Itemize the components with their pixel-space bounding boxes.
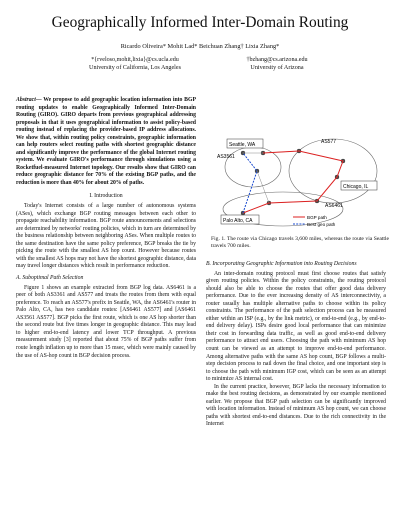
affiliation-ucla: [60, 56, 210, 73]
as577-cloud: [289, 139, 377, 203]
geo-path-line: [243, 153, 257, 213]
paloalto-label: Palo Alto, CA: [223, 218, 253, 224]
chicago-label: Chicago, IL: [343, 184, 369, 190]
intro-paragraph: Today's Internet consists of a large number of autonomous systems (ASes), which exchange BGP routing messages between each other to propagate reachability information. BGP route announcements and selections are determined by networks' routing policies, which in turn are determined by the business relationship between neighboring ASes. When multiple routes to the same destination have the same policy preference, BGP breaks the tie by picking the route with the smallest AS hop count. However because routes with the smallest AS hops may not have the shortest geographic distance, data may travel longer distances which result in performance reduction.: [16, 203, 196, 270]
abstract-label: Abstract: [16, 97, 36, 103]
right-paragraph: An inter-domain routing protocol must first choose routes that satisfy given routing policies. Within the policy constraints, the routing protocol should also be able to choose the routes that offer good data delivery performance. Due to the ever increasing density of AS interconnectivity, a router usually has multiple alternative paths to choose within its policy constraints. The performance of the path selection process can be measured either within an ISP (e.g., by the link metric), or end-to-end (e.g., by end-to-end delivery delay). ISPs desire good local performance that can minimize their cost in forwarding data traffic, as well as good end-to-end delivery performance to attract end users. Choosing the path with minimum AS hop count can be viewed as an attempt to improve end-to-end performance. Among alternative paths with the same AS hop count, BGP follows a multi-step decision process to nail down the final choice, and one important step is to choose the path with minimum IGP cost, which can be seen as an attempt to minimize AS internal cost.: [206, 270, 386, 383]
intro-paragraph-2: Figure 1 shows an example extracted from BGP log data. AS6461 is a peer of both AS3361 and AS577 and treats the routes from them with equal preference. To reach an AS577's prefix in Seattle, WA, the AS6461's router in Palo Alto, CA, has two candidate routes: [AS6461 AS577] and [AS6461 AS3561 AS577]. BGP picks the first route, which is one AS hop shorter than the second route but five times longer in geographic distance. This may lead to higher end-to-end latency and lower TCP throughput. A previous measurement study [3] reported that about 75% of BGP paths suffer from route length inflation up to more than 15 msec, which were mainly caused by the use of AS-hop count in BGP decision process.: [16, 284, 196, 359]
section-heading-introduction: I. Introduction: [89, 192, 123, 199]
affiliation-arizona: [212, 56, 342, 73]
figure-caption: Fig. 1. The route via Chicago travels 3,600 miles, whereas the route via Seattle travels 700 miles.: [211, 236, 389, 250]
as6461-label: AS6461: [325, 203, 343, 209]
paper-title: Geographically Informed Inter-Domain Routing: [51, 14, 349, 31]
as-path-diagram: [213, 131, 381, 230]
as577-label: AS577: [321, 139, 337, 145]
legend-geo-label: Best geo path: [307, 222, 336, 227]
author-list: Ricardo Oliveira* Mohit Lad* Beichuan Zhang† Lixia Zhang*: [120, 43, 280, 50]
abstract-text: — We propose to add geographic location information into BGP routing updates to enable Geographically Informed Inter-Domain Routing (GIRO). GIRO departs from previous geographical addressing proposals in that it uses geographical information to assist policy-based routing instead of replacing the provider-based IP address allocations. We show that, within routing policy constraints, geographic information can help routers select routing paths with shortest geographic distance and significantly improve the performance of the global Internet routing system. We evaluate GIRO's performance through simulations using a Rocketfuel-measured Internet topology. Our results show that GIRO can reduce geographic distance for 70% of the existing BGP paths, and the reduction is more than 40% for about 20% of paths.: [16, 97, 196, 187]
affiliation-email: *{rveloso,mohit,lixia}@cs.ucla.edu: [91, 57, 179, 63]
affiliation-org: University of Arizona: [250, 65, 304, 72]
subsection-heading-suboptimal: A. Suboptimal Path Selection: [16, 275, 84, 282]
affiliation-org: University of California, Los Angeles: [89, 65, 181, 72]
figure-1: [213, 131, 381, 230]
right-paragraph-2: In the current practice, however, BGP lacks the necessary information to make the best routing decisions, as demonstrated by our example mentioned earlier. We propose that BGP path selection can be significantly improved with location information. Instead of minimum AS hop count, we can choose paths with shortest end-to-end distances. Due to the rich connectivity in the Internet: [206, 383, 386, 428]
seattle-label: Seattle, WA: [229, 142, 256, 148]
legend-bgp-label: BGP path: [307, 215, 327, 220]
left-column: [16, 97, 196, 360]
abstract: [16, 97, 196, 188]
subsection-heading-incorporating: B. Incorporating Geographic Information into Routing Decisions: [206, 261, 357, 267]
as3561-label: AS3561: [217, 154, 235, 160]
right-column: [206, 257, 386, 429]
affiliation-email: †bzhang@cs.arizona.edu: [246, 57, 308, 63]
